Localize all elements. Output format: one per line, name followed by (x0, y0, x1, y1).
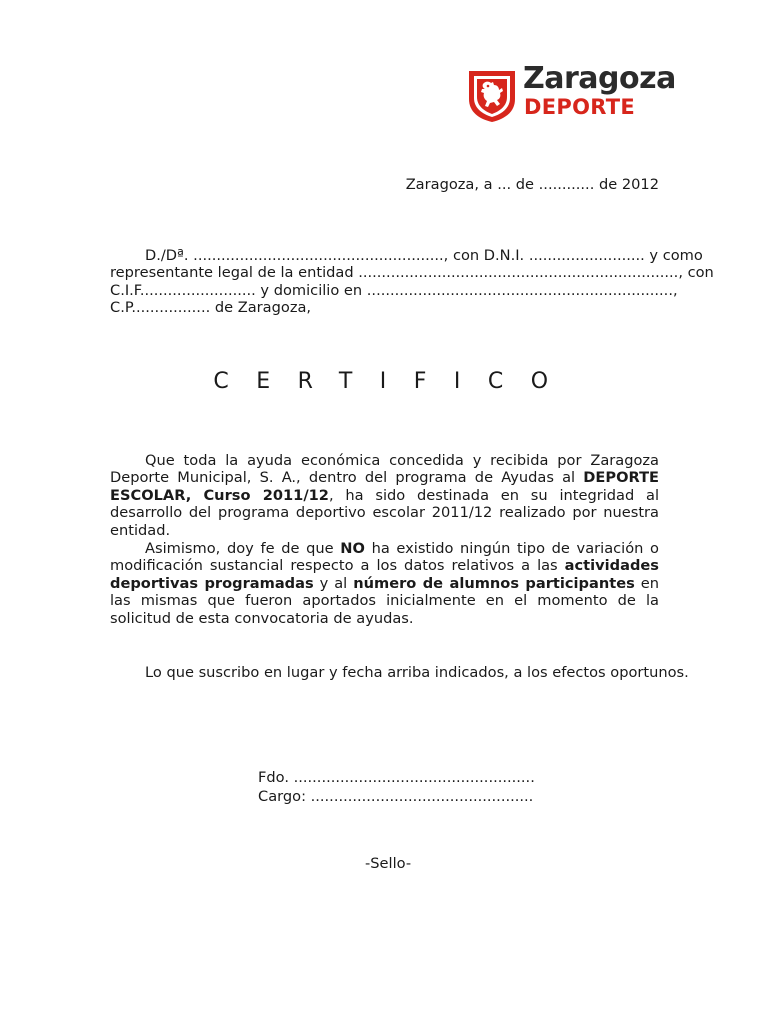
intro-line: D./Dª. ......................................................, con D.N.I. ......................... y como (145, 247, 703, 264)
paragraph-text: ha existido ningún tipo de variación o modificación sustancial respecto a los datos relativos a las (110, 540, 659, 575)
date-line: Zaragoza, a ... de ............ de 2012 (405, 176, 659, 193)
logo-subtitle: DEPORTE (524, 95, 636, 119)
paragraph-emphasis: DEPORTE ESCOLAR, Curso 2011/12 (110, 469, 659, 504)
paragraph-no-changes (110, 540, 659, 627)
document-title: CERTIFICO (213, 369, 576, 394)
signature-block (258, 769, 535, 807)
seal-placeholder: -Sello- (365, 855, 412, 872)
paragraph-emphasis: número de alumnos participantes (353, 574, 635, 592)
signature-line: Fdo. .................................................... (258, 769, 535, 786)
paragraph-emphasis: actividades deportivas programadas (110, 557, 659, 592)
logo-title: Zaragoza (523, 61, 676, 96)
paragraph-funding (110, 452, 659, 539)
paragraph-text: y al (313, 574, 354, 592)
intro-line: C.I.F......................... y domicilio en .................................................................., (110, 281, 678, 299)
closing-statement: Lo que suscribo en lugar y fecha arriba indicados, a los efectos oportunos. (145, 664, 689, 681)
paragraph-text: Asimismo, doy fe de que (145, 540, 341, 557)
zaragoza-deporte-logo (467, 61, 676, 127)
paragraph-emphasis: NO (340, 540, 365, 557)
position-line: Cargo: ................................................ (258, 788, 534, 805)
intro-line: representante legal de la entidad ....................................................................., con (110, 264, 714, 282)
paragraph-text: , ha sido destinada en su integridad al desarrollo del programa deportivo escolar 2011/12 realizado por nuestra entidad. (110, 486, 660, 539)
lion-rampant-icon (467, 69, 517, 123)
paragraph-text: Que toda la ayuda económica concedida y recibida por Zaragoza Deporte Municipal, S. A., dentro del programa de Ayudas al (110, 452, 659, 487)
intro-line: C.P................. de Zaragoza, (110, 299, 312, 317)
declarant-block (110, 247, 714, 317)
paragraph-text: en las mismas que fueron aportados inicialmente en el momento de la solicitud de esta convocatoria de ayudas. (110, 574, 659, 627)
